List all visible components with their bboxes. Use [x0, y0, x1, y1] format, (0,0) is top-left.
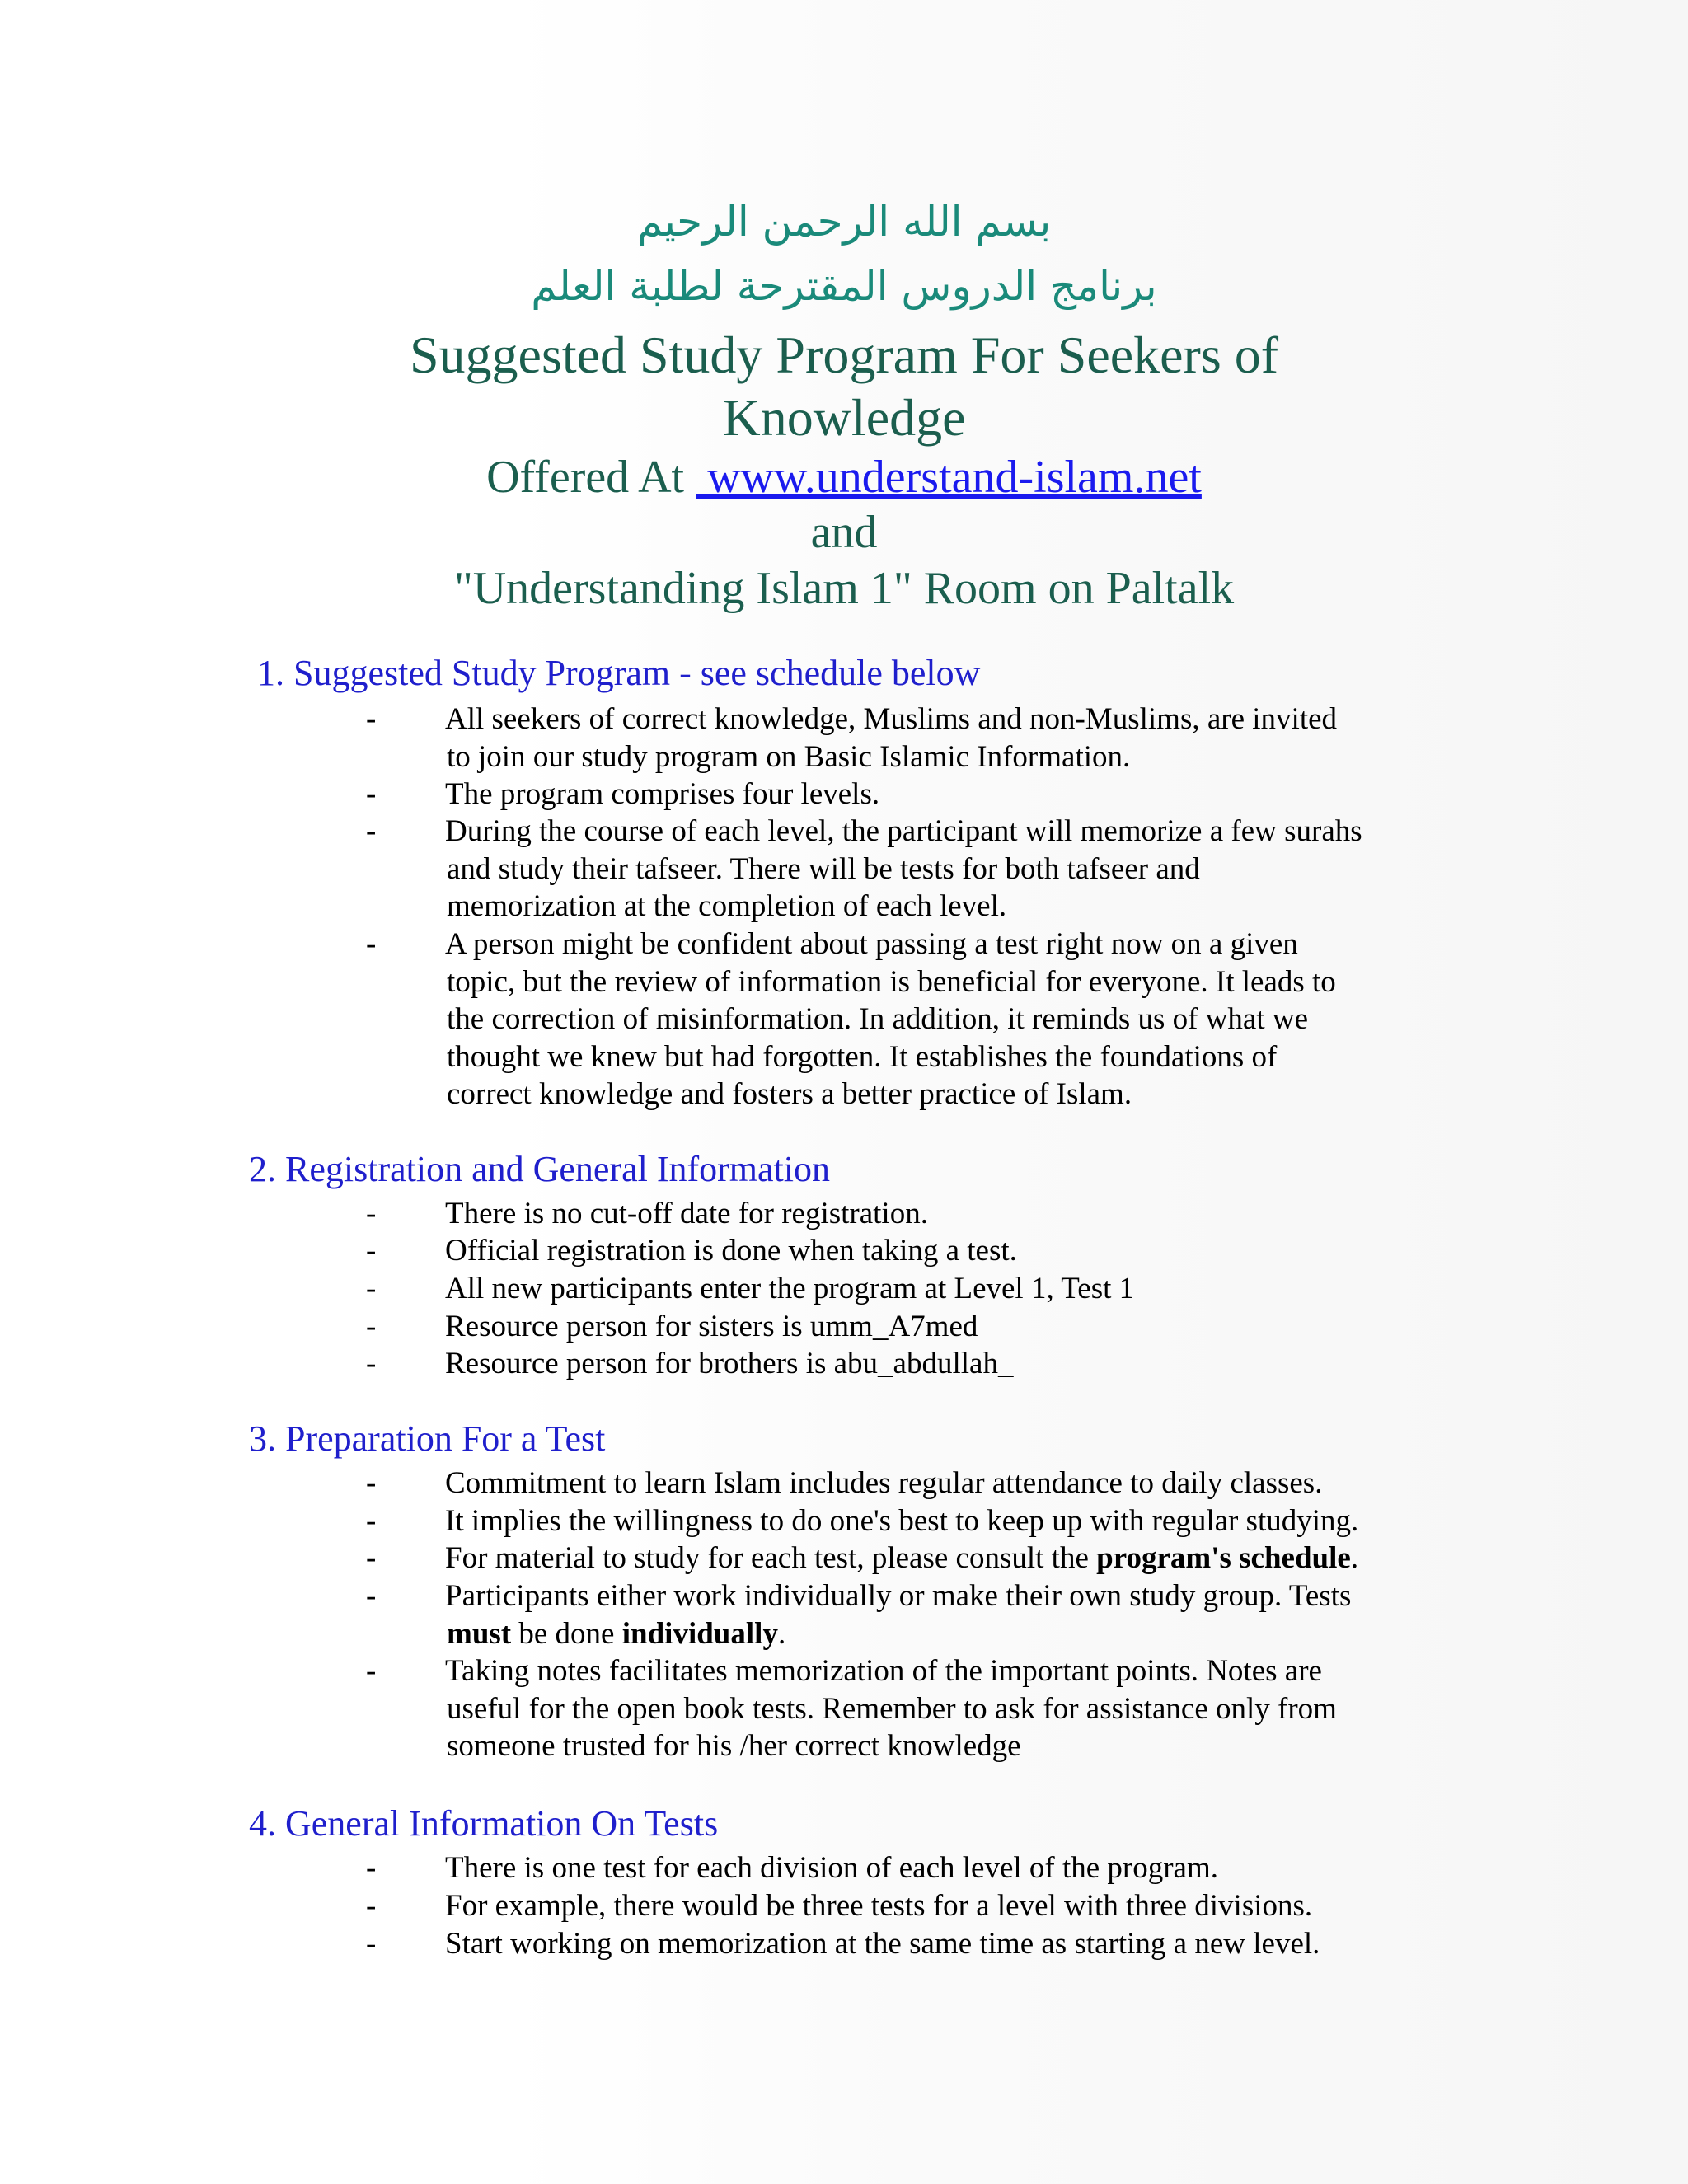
and-line: and: [810, 507, 878, 558]
bullet-text: Commitment to learn Islam includes regular attendance to daily classes.: [445, 1466, 1323, 1500]
bullet-dash: -: [366, 1347, 377, 1380]
bullet-text: topic, but the review of information is beneficial for everyone. It leads to: [447, 964, 1336, 999]
bullet-dash: -: [366, 1272, 377, 1305]
bullet-text: and study their tafseer. There will be tests for both tafseer and: [447, 851, 1200, 886]
bullet-text: the correction of misinformation. In addition, it reminds us of what we: [447, 1002, 1309, 1036]
individually-emphasis: individually: [621, 1616, 778, 1651]
bullet-dash: -: [366, 1310, 377, 1343]
bullet-dash: -: [366, 1654, 377, 1688]
bullet-text: During the course of each level, the participant will memorize a few surahs: [445, 814, 1362, 848]
offered-prefix: Offered At: [486, 452, 696, 503]
bullet-dash: -: [366, 777, 377, 811]
section-heading-test-preparation: 3. Preparation For a Test: [249, 1418, 606, 1459]
bullet-dash: -: [366, 814, 377, 848]
bullet-text: useful for the open book tests. Remember to ask for assistance only from: [447, 1691, 1337, 1726]
bullet-dash: -: [366, 1541, 377, 1575]
bullet-text: It implies the willingness to do one's best to keep up with regular studying.: [445, 1504, 1359, 1538]
bullet-text: memorization at the completion of each level.: [447, 889, 1007, 923]
bullet-dash: -: [366, 702, 377, 736]
bullet-text-part: be done: [511, 1616, 622, 1651]
bullet-dash: -: [366, 1889, 377, 1923]
bullet-text: [445, 1615, 1451, 1653]
must-emphasis: must: [447, 1616, 512, 1651]
bullet-text: [445, 1540, 1451, 1577]
bullet-text: thought we knew but had forgotten. It establishes the foundations of: [447, 1039, 1278, 1074]
page-title-line-1: Suggested Study Program For Seekers of: [409, 326, 1279, 384]
bullet-text-part: For material to study for each test, please consult the: [445, 1541, 1097, 1575]
section-heading-study-program: 1. Suggested Study Program - see schedule below: [257, 653, 981, 693]
page-title-line-2: Knowledge: [722, 388, 966, 447]
bullet-dash: -: [366, 1234, 377, 1268]
bullet-text: Start working on memorization at the same time as starting a new level.: [445, 1927, 1320, 1961]
bullet-text-part: .: [1350, 1541, 1359, 1575]
bullet-text: There is one test for each division of each level of the program.: [445, 1851, 1219, 1885]
section-heading-registration: 2. Registration and General Information: [249, 1149, 831, 1189]
section-heading-tests-info: 4. General Information On Tests: [249, 1803, 719, 1844]
bullet-text: correct knowledge and fosters a better practice of Islam.: [447, 1077, 1132, 1111]
arabic-basmala: بسم الله الرحمن الرحيم: [636, 198, 1052, 246]
bullet-text: Official registration is done when taking a test.: [445, 1234, 1017, 1268]
bullet-text-part: .: [777, 1616, 786, 1651]
bullet-dash: -: [366, 1197, 377, 1230]
bullet-dash: -: [366, 1927, 377, 1961]
bullet-text: All new participants enter the program at Level 1, Test 1: [445, 1272, 1135, 1305]
bullet-dash: -: [366, 927, 377, 961]
website-link[interactable]: www.understand-islam.net: [696, 452, 1202, 503]
bullet-text: All seekers of correct knowledge, Muslims and non-Muslims, are invited: [445, 702, 1338, 736]
bullet-dash: -: [366, 1466, 377, 1500]
program-schedule-emphasis: program's schedule: [1096, 1541, 1351, 1575]
room-line: "Understanding Islam 1" Room on Paltalk: [453, 563, 1235, 614]
bullet-text: Resource person for sisters is umm_A7med: [445, 1310, 978, 1343]
bullet-text: A person might be confident about passing a test right now on a given: [445, 927, 1298, 961]
bullet-dash: -: [366, 1504, 377, 1538]
bullet-text: to join our study program on Basic Islamic Information.: [447, 739, 1131, 774]
bullet-dash: -: [366, 1579, 377, 1613]
arabic-program-title: برنامج الدروس المقترحة لطلبة العلم: [531, 262, 1157, 310]
bullet-text: For example, there would be three tests for a level with three divisions.: [445, 1889, 1313, 1923]
bullet-text: someone trusted for his /her correct knowledge: [447, 1729, 1021, 1763]
bullet-text: The program comprises four levels.: [445, 777, 880, 811]
bullet-dash: -: [366, 1851, 377, 1885]
bullet-text: Taking notes facilitates memorization of the important points. Notes are: [445, 1654, 1322, 1688]
bullet-text: There is no cut-off date for registration.: [445, 1197, 928, 1230]
bullet-text: Resource person for brothers is abu_abdullah_: [445, 1347, 1014, 1380]
offered-at-line: [0, 449, 1688, 505]
bullet-text: Participants either work individually or make their own study group. Tests: [445, 1579, 1352, 1613]
